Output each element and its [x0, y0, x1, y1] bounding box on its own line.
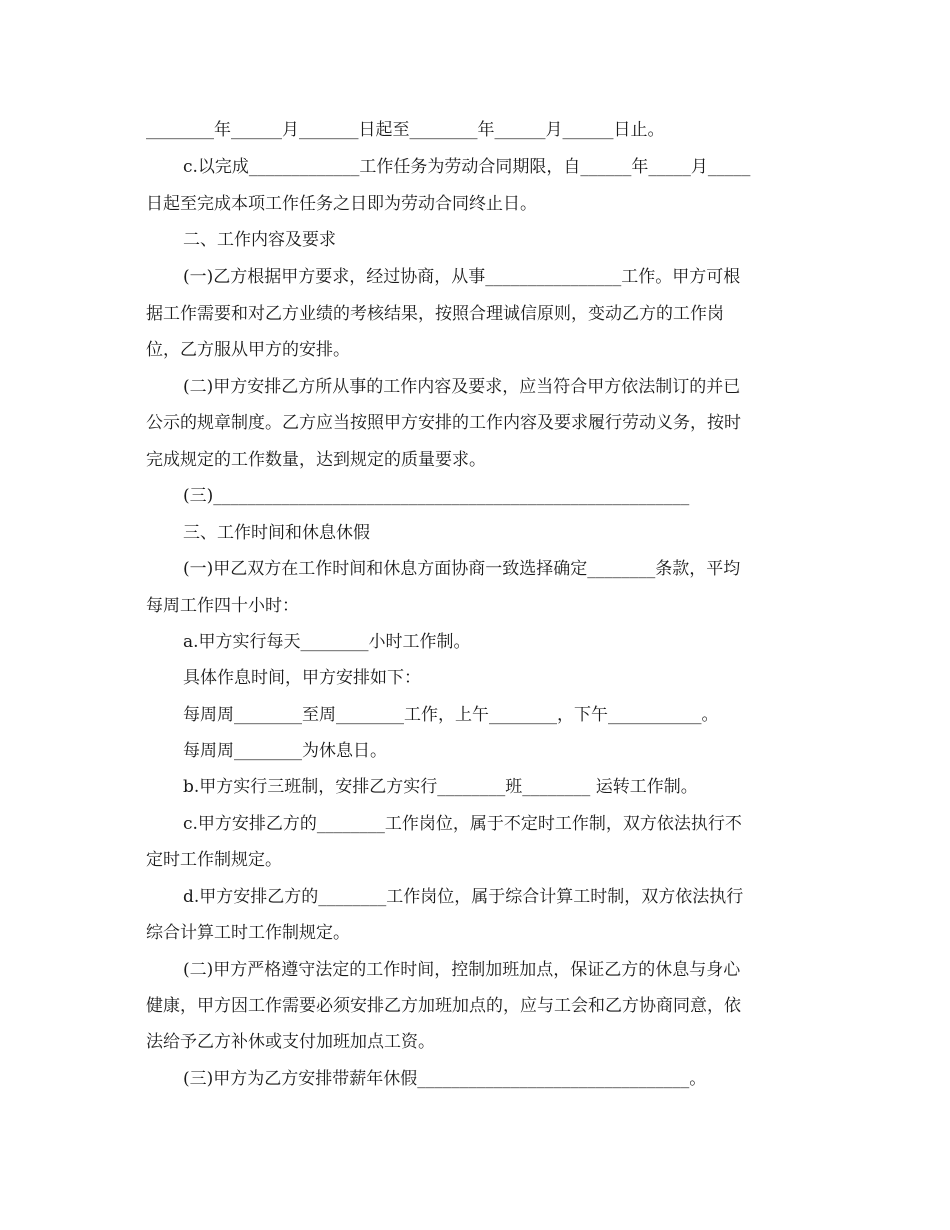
- text-line: 每周工作四十小时：: [146, 596, 299, 616]
- text-line: (二)甲方严格遵守法定的工作时间，控制加班加点，保证乙方的休息与身心: [183, 960, 741, 980]
- text-line: 具体作息时间，甲方安排如下：: [183, 668, 421, 688]
- text-line: 位，乙方服从甲方的安排。: [146, 340, 350, 360]
- text-line: (一)甲乙双方在工作时间和休息方面协商一致选择确定________条款，平均: [183, 559, 741, 579]
- text-line: 每周周________至周________工作，上午________，下午___________。: [183, 705, 719, 725]
- text-line: 完成规定的工作数量，达到规定的质量要求。: [146, 450, 486, 470]
- text-line: 综合计算工时工作制规定。: [146, 923, 350, 943]
- section-heading: 三、工作时间和休息休假: [183, 523, 370, 543]
- text-line: (二)甲方安排乙方所从事的工作内容及要求，应当符合甲方依法制订的并已: [183, 377, 741, 397]
- text-line: d.甲方安排乙方的________工作岗位，属于综合计算工时制，双方依法执行: [183, 887, 744, 907]
- text-line: c.以完成_____________工作任务为劳动合同期限，自______年_____月_____: [183, 157, 751, 177]
- text-line: 公示的规章制度。乙方应当按照甲方安排的工作内容及要求履行劳动义务，按时: [146, 413, 741, 433]
- text-line: c.甲方安排乙方的________工作岗位，属于不定时工作制，双方依法执行不: [183, 814, 742, 834]
- section-heading: 二、工作内容及要求: [183, 230, 336, 250]
- text-line: 每周周________为休息日。: [183, 741, 387, 761]
- text-line: 定时工作制规定。: [146, 850, 282, 870]
- text-line: 据工作需要和对乙方业绩的考核结果，按照合理诚信原则，变动乙方的工作岗: [146, 304, 724, 324]
- text-line: (一)乙方根据甲方要求，经过协商，从事________________工作。甲方可根: [183, 267, 741, 287]
- text-line: (三)甲方为乙方安排带薪年休假________________________________。: [183, 1069, 707, 1089]
- text-line: ________年______月_______日起至________年______月______日止。: [146, 120, 665, 140]
- text-line: (三)________________________________________________________: [183, 486, 690, 506]
- text-line: 健康，甲方因工作需要必须安排乙方加班加点的，应与工会和乙方协商同意，依: [146, 996, 741, 1016]
- text-line: 法给予乙方补休或支付加班加点工资。: [146, 1032, 435, 1052]
- text-line: b.甲方实行三班制，安排乙方实行________班________ 运转工作制。: [183, 777, 698, 797]
- text-line: a.甲方实行每天________小时工作制。: [183, 632, 471, 652]
- text-line: 日起至完成本项工作任务之日即为劳动合同终止日。: [146, 194, 537, 214]
